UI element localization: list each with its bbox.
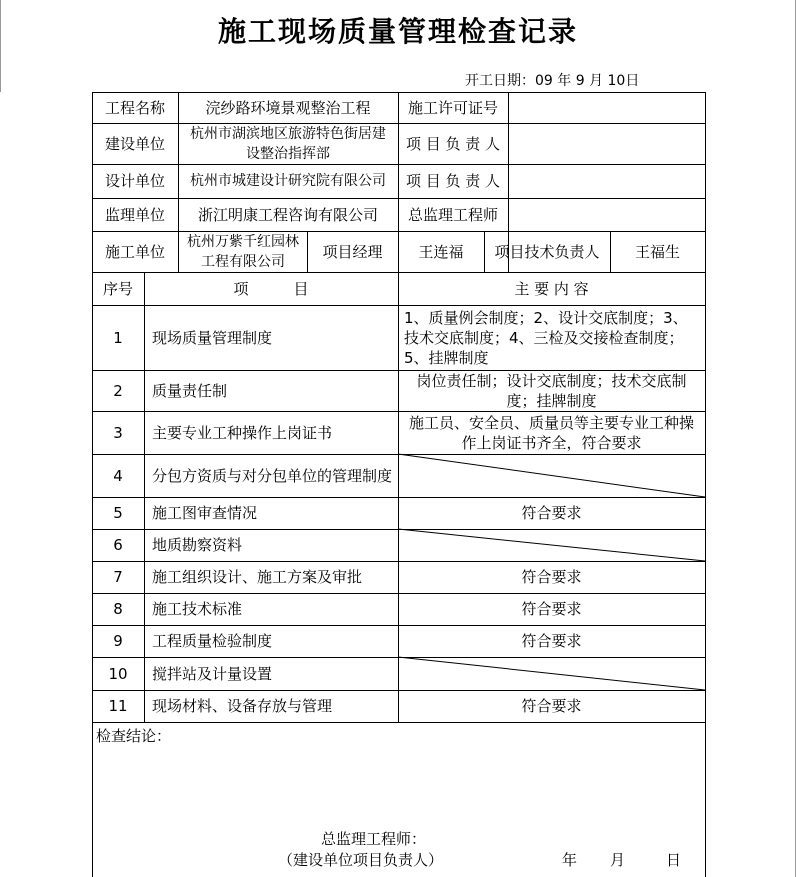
row-5-content: 符合要求 bbox=[521, 504, 582, 522]
row-4-no: 4 bbox=[113, 466, 123, 485]
chief-engineer-label: 总监理工程师 bbox=[407, 205, 498, 224]
row-11-item: 现场材料、设备存放与管理 bbox=[152, 697, 333, 715]
design-pm-label: 项 目 负 责 人 bbox=[405, 172, 501, 190]
pm-label: 项目经理 bbox=[322, 242, 383, 261]
col-no-header: 序号 bbox=[102, 279, 133, 298]
row-11-no: 11 bbox=[108, 697, 128, 715]
pm-value: 王连福 bbox=[418, 242, 464, 261]
col-item-header: 项 目 bbox=[233, 279, 309, 298]
supervisor-value: 浙江明康工程咨询有限公司 bbox=[197, 205, 378, 224]
row-6-strike bbox=[398, 529, 705, 561]
row-7-no: 7 bbox=[113, 568, 123, 586]
row-3-no: 3 bbox=[113, 423, 123, 442]
supervisor-label: 监理单位 bbox=[104, 205, 165, 224]
owner-pm-label: 项 目 负 责 人 bbox=[405, 134, 501, 153]
row-5-item: 施工图审查情况 bbox=[152, 504, 258, 522]
chief-signature-label: 总监理工程师： bbox=[321, 830, 427, 848]
row-8-item: 施工技术标准 bbox=[152, 600, 243, 618]
tech-lead-label: 项目技术负责人 bbox=[494, 242, 600, 261]
project-name-value: 浣纱路环境景观整治工程 bbox=[205, 98, 371, 117]
permit-label: 施工许可证号 bbox=[407, 98, 498, 117]
contractor-value: 杭州万紫千红园林工程有限公司 bbox=[187, 233, 299, 270]
row-10-strike bbox=[398, 657, 705, 690]
row-10-no: 10 bbox=[108, 664, 128, 683]
sign-month: 月 bbox=[610, 851, 626, 869]
start-date: 开工日期：09 年 9 月 10日 bbox=[465, 73, 640, 89]
row-8-content: 符合要求 bbox=[521, 600, 582, 618]
owner-label: 建设单位 bbox=[104, 134, 165, 153]
tech-lead-value: 王福生 bbox=[634, 242, 680, 261]
row-4-strike bbox=[398, 454, 705, 497]
inspection-table bbox=[92, 92, 706, 877]
row-2-no: 2 bbox=[113, 381, 123, 400]
row-1-item: 现场质量管理制度 bbox=[152, 328, 273, 347]
row-1-content: 1、质量例会制度；2、设计交底制度；3、技术交底制度；4、三检及交接检查制度；5、挂牌制度 bbox=[404, 308, 688, 367]
row-7-item: 施工组织设计、施工方案及审批 bbox=[152, 568, 363, 586]
row-10-item: 搅拌站及计量设置 bbox=[152, 664, 273, 683]
row-6-no: 6 bbox=[113, 536, 123, 554]
contractor-label: 施工单位 bbox=[104, 242, 165, 261]
row-7-content: 符合要求 bbox=[521, 568, 582, 586]
row-2-item: 质量责任制 bbox=[152, 381, 228, 400]
row-4-item: 分包方资质与对分包单位的管理制度 bbox=[152, 466, 393, 485]
owner-signature-label: （建设单位项目负责人） bbox=[278, 851, 444, 869]
row-1-no: 1 bbox=[113, 328, 123, 347]
sign-day: 日 bbox=[666, 851, 682, 869]
row-2-content: 岗位责任制；设计交底制度；技术交底制度；挂牌制度 bbox=[416, 371, 687, 410]
row-9-content: 符合要求 bbox=[521, 632, 582, 650]
sign-year: 年 bbox=[562, 851, 578, 869]
design-label: 设计单位 bbox=[104, 172, 165, 190]
design-value: 杭州市城建设计研究院有限公司 bbox=[190, 173, 386, 189]
conclusion-label: 检查结论： bbox=[96, 727, 172, 745]
project-name-label: 工程名称 bbox=[104, 98, 165, 117]
row-8-no: 8 bbox=[113, 600, 123, 618]
row-3-content: 施工员、安全员、质量员等主要专业工种操作上岗证书齐全，符合要求 bbox=[408, 413, 694, 452]
page-title: 施工现场质量管理检查记录 bbox=[217, 15, 578, 48]
owner-value: 杭州市湖滨地区旅游特色街居建设整治指挥部 bbox=[190, 125, 386, 162]
row-3-item: 主要专业工种操作上岗证书 bbox=[152, 423, 333, 442]
col-content-header: 主 要 内 容 bbox=[514, 279, 589, 298]
row-6-item: 地质勘察资料 bbox=[152, 536, 243, 554]
row-9-no: 9 bbox=[113, 632, 123, 650]
row-5-no: 5 bbox=[113, 504, 123, 522]
row-11-content: 符合要求 bbox=[521, 697, 582, 715]
row-9-item: 工程质量检验制度 bbox=[152, 632, 273, 650]
